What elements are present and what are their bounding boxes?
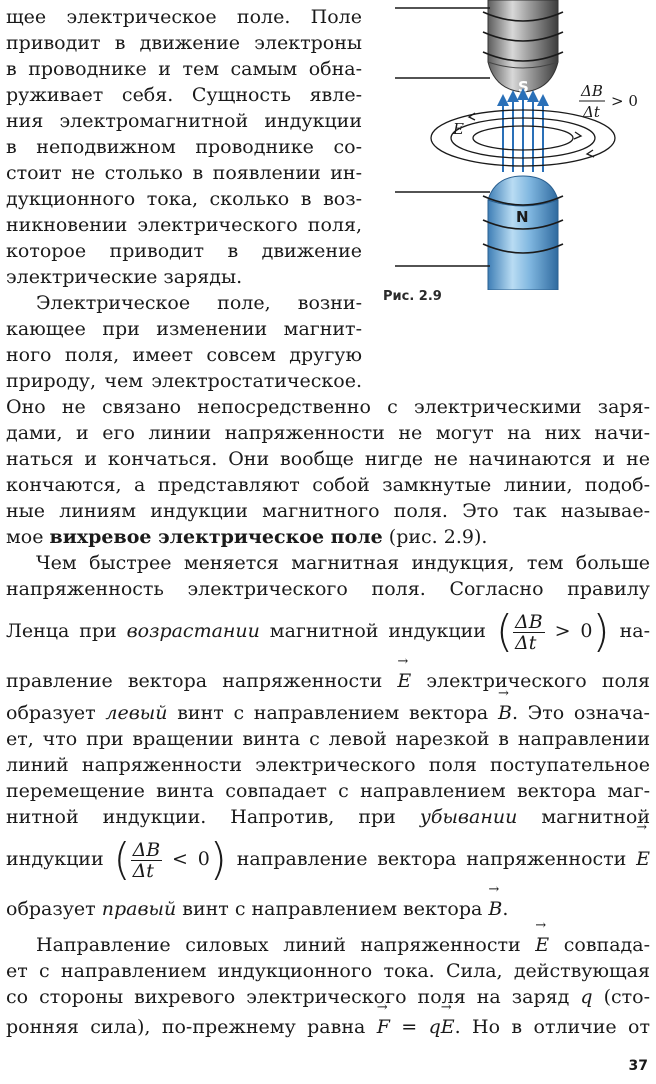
text-span: (рис. 2.9). <box>382 526 488 548</box>
emph-decrease: убывании <box>419 806 518 828</box>
text-line: стоит не столько в появлении ин- <box>6 162 362 184</box>
vector-b: → B <box>498 700 512 726</box>
text-span: магнитной индукции <box>259 620 496 642</box>
text-line <box>6 668 650 694</box>
fraction-db-dt <box>513 612 545 653</box>
figure-caption: Рис. 2.9 <box>383 289 442 304</box>
text-span: . Но в отличие от <box>454 1016 650 1038</box>
text-span: индукции <box>6 848 114 870</box>
text-line: ного поля, имеет совсем другую <box>6 344 362 366</box>
figure-formula <box>579 82 638 121</box>
vector-f: → F <box>377 1014 390 1040</box>
fraction-numerator: ΔB <box>515 610 543 633</box>
text-line: наться и кончаться. Они вообще нигде не начинаются и не <box>6 448 650 470</box>
fraction-denominator: Δt <box>515 631 537 654</box>
formula-relation: > 0 <box>611 92 638 110</box>
emph-left: левый <box>105 702 168 724</box>
paren-close: ) <box>592 606 610 657</box>
text-line: в неподвижном проводнике со- <box>6 136 362 158</box>
text-line: которое приводит в движение <box>6 240 362 262</box>
paren-open: ( <box>495 606 514 657</box>
text-line: напряженность электрического поля. Согласно правилу <box>6 578 650 600</box>
paren-close: ) <box>209 834 227 885</box>
page-number: 37 <box>628 1058 648 1074</box>
label-e: E <box>453 120 464 138</box>
text-span: образует <box>6 702 106 724</box>
text-span: Направление силовых линий напряженности <box>36 934 536 956</box>
fraction-numerator: ΔB <box>132 838 161 861</box>
paren-open: ( <box>113 834 131 885</box>
text-span: совпада- <box>549 934 650 956</box>
south-magnet <box>395 0 563 96</box>
relation: > 0 <box>554 620 593 642</box>
text-span: = <box>389 1016 429 1038</box>
vector-e: → E <box>535 932 549 958</box>
emph-increase: возрастании <box>126 620 260 642</box>
text-line: линий напряженности электрического поля поступательное <box>6 754 650 776</box>
text-span: образует <box>6 898 102 920</box>
text-line: электрические заряды. <box>6 266 243 288</box>
vector-e: → E <box>441 1014 455 1040</box>
text-line: перемещение винта совпадает с направлением вектора маг- <box>6 780 650 802</box>
text-line <box>6 524 650 550</box>
text-line <box>6 606 650 656</box>
relation: < 0 <box>172 848 210 870</box>
text-line <box>6 1014 650 1040</box>
label-s: S <box>518 78 529 96</box>
emph-right: правый <box>101 898 177 920</box>
text-line: ет, что при вращении винта с левой нарезкой в направлении <box>6 728 650 750</box>
text-span: нитной индукции. Напротив, при <box>6 806 420 828</box>
formula-denominator: Δt <box>583 103 600 121</box>
text-span: (сто- <box>592 986 650 1008</box>
text-line <box>6 700 650 726</box>
text-line: никновении электрического поля, <box>6 214 362 236</box>
text-span: Ленца при <box>6 620 127 642</box>
text-line: кончаются, а представляют собой замкнутые линии, подоб- <box>6 474 650 496</box>
text-line: щее электрическое поле. Поле <box>6 6 362 28</box>
text-span: винт с направлением вектора <box>167 702 498 724</box>
vector-b: → B <box>488 896 502 922</box>
text-span: направление вектора напряженности <box>226 848 637 870</box>
text-line: ные линиям индукции магнитного поля. Это так называе- <box>6 500 650 522</box>
text-line: Оно не связано непосредственно с электрическими заря- <box>6 396 650 418</box>
text-span: мое <box>6 526 50 548</box>
text-line: руживает себя. Сущность явле- <box>6 84 362 106</box>
text-span: электрического поля <box>411 670 650 692</box>
text-line <box>6 984 650 1010</box>
var-q: q <box>428 1016 441 1038</box>
text-line: дами, и его линии напряженности не могут на них начи- <box>6 422 650 444</box>
text-line: приводит в движение электроны <box>6 32 362 54</box>
figure-magnet-vortex-field <box>365 0 656 290</box>
text-span: . <box>502 898 509 920</box>
label-n: N <box>516 208 529 226</box>
text-line: ет с направлением индукционного тока. Сила, действующая <box>6 960 650 982</box>
text-line: природу, чем электростатическое. <box>6 370 362 392</box>
north-magnet <box>395 176 563 290</box>
text-line <box>6 932 650 958</box>
text-line <box>6 834 650 884</box>
text-line: ния электромагнитной индукции <box>6 110 362 132</box>
fraction-db-dt <box>131 840 163 881</box>
text-line: Электрическое поле, возни- <box>36 292 362 314</box>
formula-numerator: ΔB <box>581 82 603 100</box>
text-span: со стороны вихревого электрического поля на заряд <box>6 986 581 1008</box>
var-q: q <box>580 986 593 1008</box>
text-span: винт с направлением вектора <box>176 898 489 920</box>
text-line <box>6 896 650 922</box>
vector-e: → E <box>397 668 411 694</box>
field-lines <box>503 94 543 172</box>
text-line: в проводнике и тем самым обна- <box>6 58 362 80</box>
text-span: на- <box>609 620 650 642</box>
text-span: магнитной <box>517 806 650 828</box>
term-vortex-field: вихревое электрическое поле <box>49 526 383 548</box>
text-span: . Это означа- <box>511 702 650 724</box>
text-line: дукционного тока, сколько в воз- <box>6 188 362 210</box>
text-line <box>6 804 650 830</box>
fraction-denominator: Δt <box>132 859 154 882</box>
text-line: кающее при изменении магнит- <box>6 318 362 340</box>
vector-e: → E <box>636 834 650 884</box>
text-span: ронняя сила), по-прежнему равна <box>6 1016 377 1038</box>
text-line: Чем быстрее меняется магнитная индукция, тем больше <box>36 552 650 574</box>
text-span: правление вектора напряженности <box>6 670 398 692</box>
